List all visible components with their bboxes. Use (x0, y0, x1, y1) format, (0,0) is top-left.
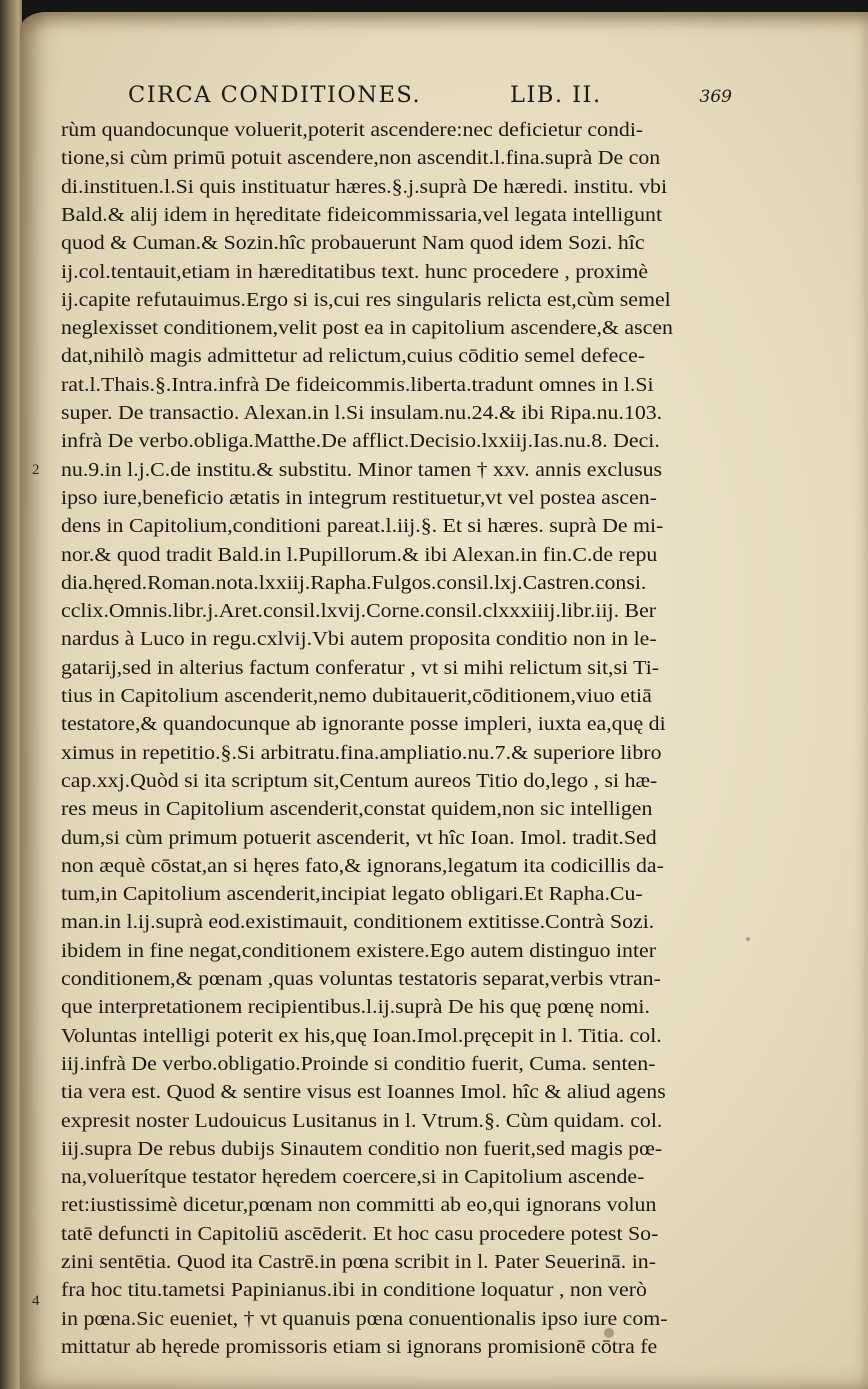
text-line: que interpretationem recipientibus.l.ij.suprà De his quę pœnę nomi. (61, 997, 650, 1019)
text-line: ij.col.tentauit,etiam in hæreditatibus text. hunc procedere , proximè (61, 261, 649, 283)
text-line: man.in l.ij.suprà eod.existimauit, conditionem extitisse.Contrà Sozi. (61, 912, 655, 934)
text-line: iij.infrà De verbo.obligatio.Proinde si conditio fuerit, Cuma. senten- (61, 1053, 656, 1075)
text-line: testatore,& quandocunque ab ignorante posse impleri, iuxta ea,quę di (61, 714, 666, 736)
text-line: infrà De verbo.obliga.Matthe.De afflict.Decisio.lxxiij.Ias.nu.8. Deci. (61, 431, 660, 453)
text-line: Bald.& alij idem in hęreditate fideicommissaria,vel legata intelligunt (61, 204, 663, 226)
text-line: quod & Cuman.& Sozin.hîc probauerunt Nam quod idem Sozi. hîc (61, 233, 645, 255)
text-line: nor.& quod tradit Bald.in l.Pupillorum.& ibi Alexan.in fin.C.de repu (61, 544, 658, 566)
body-text (61, 114, 733, 1359)
text-line: fra hoc titu.tametsi Papinianus.ibi in conditione loquatur , non verò (61, 1280, 647, 1302)
text-line: na,voluerítque testator hęredem coercere,si in Capitolium ascende- (61, 1167, 645, 1189)
text-line: ij.capite refutauimus.Ergo si is,cui res singularis relicta est,cùm semel (61, 289, 671, 311)
ink-speck (746, 937, 750, 941)
text-line: ximus in repetitio.§.Si arbitratu.fina.ampliatio.nu.7.& superiore libro (61, 742, 662, 764)
text-line: tatē defuncti in Capitoliū ascēderit. Et hoc casu procedere potest So- (61, 1223, 659, 1245)
text-line: ipso iure,beneficio ætatis in integrum restituetur,vt vel postea ascen- (61, 487, 657, 509)
text-line: cclix.Omnis.libr.j.Aret.consil.lxvij.Corne.consil.clxxxiiij.libr.iij. Ber (61, 601, 657, 623)
text-line: tione,si cùm primū potuit ascendere,non ascendit.l.fina.suprà De con (61, 148, 661, 170)
text-line: cap.xxj.Quòd si ita scriptum sit,Centum aureos Titio do,lego , si hæ- (61, 770, 658, 792)
text-line: neglexisset conditionem,velit post ea in capitolium ascendere,& ascen (61, 318, 673, 340)
text-line: non æquè cōstat,an si hęres fato,& ignorans,legatum ita codicillis da- (61, 855, 664, 877)
text-line: dat,nihilò magis admittetur ad relictum,cuius cōditio semel defece- (61, 346, 646, 368)
previous-page-edge (0, 0, 22, 1389)
text-line: iij.supra De rebus dubijs Sinautem conditio non fuerit,sed magis pœ- (61, 1138, 663, 1160)
text-line: mittatur ab hęrede promissoris etiam si ignorans promisionē cōtra fe (61, 1336, 658, 1358)
text-line: ret:iustissimè dicetur,pœnam non committi ab eo,qui ignorans volun (61, 1195, 657, 1217)
text-line: tius in Capitolium ascenderit,nemo dubitauerit,cōditionem,viuo etiā (61, 686, 652, 707)
text-line: nu.9.in l.j.C.de institu.& substitu. Minor tamen † xxv. annis exclusus (61, 459, 662, 481)
text-line: dum,si cùm primum potuerit ascenderit, vt hîc Ioan. Imol. tradit.Sed (61, 827, 657, 849)
text-line: in pœna.Sic eueniet, † vt quanuis pœna conuentionalis ipso iure com- (61, 1308, 668, 1330)
text-line: tum,in Capitolium ascenderit,incipiat legato obligari.Et Rapha.Cu- (61, 884, 643, 906)
running-head: CIRCA CONDITIONES. (128, 82, 422, 108)
text-line: zini sentētia. Quod ita Castrē.in pœna scribit in l. Pater Seuerinā. in- (61, 1252, 656, 1273)
page-number: 369 (699, 87, 732, 107)
text-line: di.instituen.l.Si quis instituatur hæres.§.j.suprà De hæredi. institu. vbi (61, 176, 668, 198)
text-line: dens in Capitolium,conditioni pareat.l.iij.§. Et si hæres. suprà De mi- (61, 516, 664, 538)
text-line: expresit noster Ludouicus Lusitanus in l. Vtrum.§. Cùm quidam. col. (61, 1110, 663, 1132)
margin-note: 2 (32, 462, 40, 478)
text-line: ibidem in fine negat,conditionem existere.Ego autem distinguo inter (61, 940, 656, 962)
text-line: nardus à Luco in regu.cxlvij.Vbi autem proposita conditio non in le- (61, 629, 657, 651)
text-line: dia.hęred.Roman.nota.lxxiij.Rapha.Fulgos.consil.lxj.Castren.consi. (61, 572, 647, 594)
text-line: rùm quandocunque voluerit,poterit ascendere:nec deficietur condi- (61, 120, 644, 141)
text-line: rat.l.Thais.§.Intra.infrà De fideicommis.liberta.tradunt omnes in l.Si (61, 374, 654, 396)
text-line: conditionem,& pœnam ,quas voluntas testatoris separat,verbis vtran- (61, 969, 661, 990)
text-line: Voluntas intelligi poterit ex his,quę Ioan.Imol.pręcepit in l. Titia. col. (61, 1025, 662, 1047)
page-header (128, 78, 732, 118)
text-line: tia vera est. Quod & sentire visus est Ioannes Imol. hîc & aliud agens (61, 1082, 666, 1104)
book-label: LIB. II. (510, 82, 602, 108)
text-line: gatarij,sed in alterius factum conferatur , vt si mihi relictum sit,si Ti- (61, 657, 660, 679)
margin-note: 4 (32, 1293, 40, 1309)
text-line: res meus in Capitolium ascenderit,constat quidem,non sic intelligen (61, 799, 653, 821)
text-line: super. De transactio. Alexan.in l.Si insulam.nu.24.& ibi Ripa.nu.103. (61, 403, 663, 424)
book-page (20, 12, 868, 1389)
